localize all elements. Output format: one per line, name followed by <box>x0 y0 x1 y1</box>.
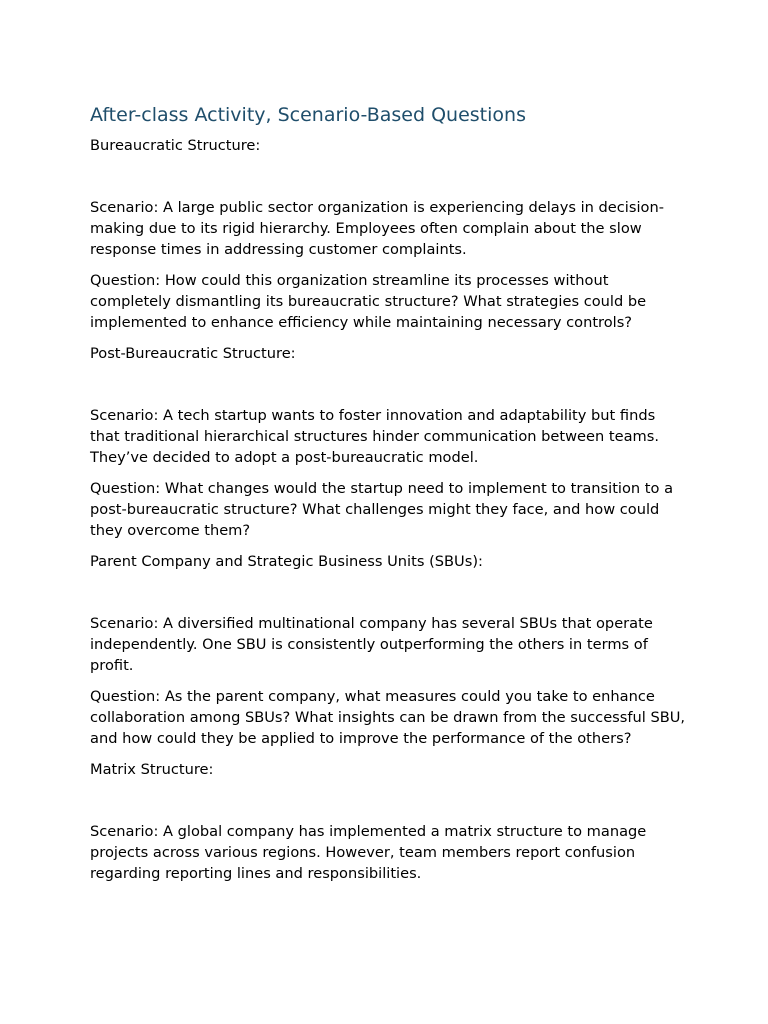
section-heading-post-bureaucratic: Post-Bureaucratic Structure: <box>90 345 296 362</box>
question-paragraph: Question: As the parent company, what measures could you take to enhance collaboration among SBUs? What insights can be drawn from the successful SBU, and how could they be applied to improve the performance of the others? <box>90 688 686 747</box>
question-paragraph: Question: What changes would the startup need to implement to transition to a post-bureaucratic structure? What challenges might they face, and how could they overcome them? <box>90 480 674 539</box>
blank-line <box>90 780 686 821</box>
blank-line <box>90 156 686 197</box>
scenario-paragraph: Scenario: A diversified multinational company has several SBUs that operate independently. One SBU is consistently outperforming the others in terms of profit. <box>90 615 653 674</box>
question-paragraph: Question: How could this organization streamline its processes without completely dismantling its bureaucratic structure? What strategies could be implemented to enhance efficiency while maintaining necessary controls? <box>90 272 647 331</box>
scenario-paragraph: Scenario: A tech startup wants to foster innovation and adaptability but finds that traditional hierarchical structures hinder communication between teams. They’ve decided to adopt a post-bureaucratic model. <box>90 407 659 466</box>
blank-line <box>90 572 686 613</box>
scenario-paragraph: Scenario: A large public sector organization is experiencing delays in decision-making due to its rigid hierarchy. Employees often complain about the slow response times in addressing customer complaints. <box>90 199 664 258</box>
section-heading-parent-company-sbus: Parent Company and Strategic Business Units (SBUs): <box>90 553 483 570</box>
section-heading-matrix: Matrix Structure: <box>90 761 214 778</box>
blank-line <box>90 364 686 405</box>
document-page <box>90 102 686 894</box>
scenario-paragraph: Scenario: A global company has implemented a matrix structure to manage projects across various regions. However, team members report confusion regarding reporting lines and responsibilities. <box>90 823 647 882</box>
section-heading-bureaucratic: Bureaucratic Structure: <box>90 137 261 154</box>
document-title: After-class Activity, Scenario-Based Questions <box>90 104 526 126</box>
